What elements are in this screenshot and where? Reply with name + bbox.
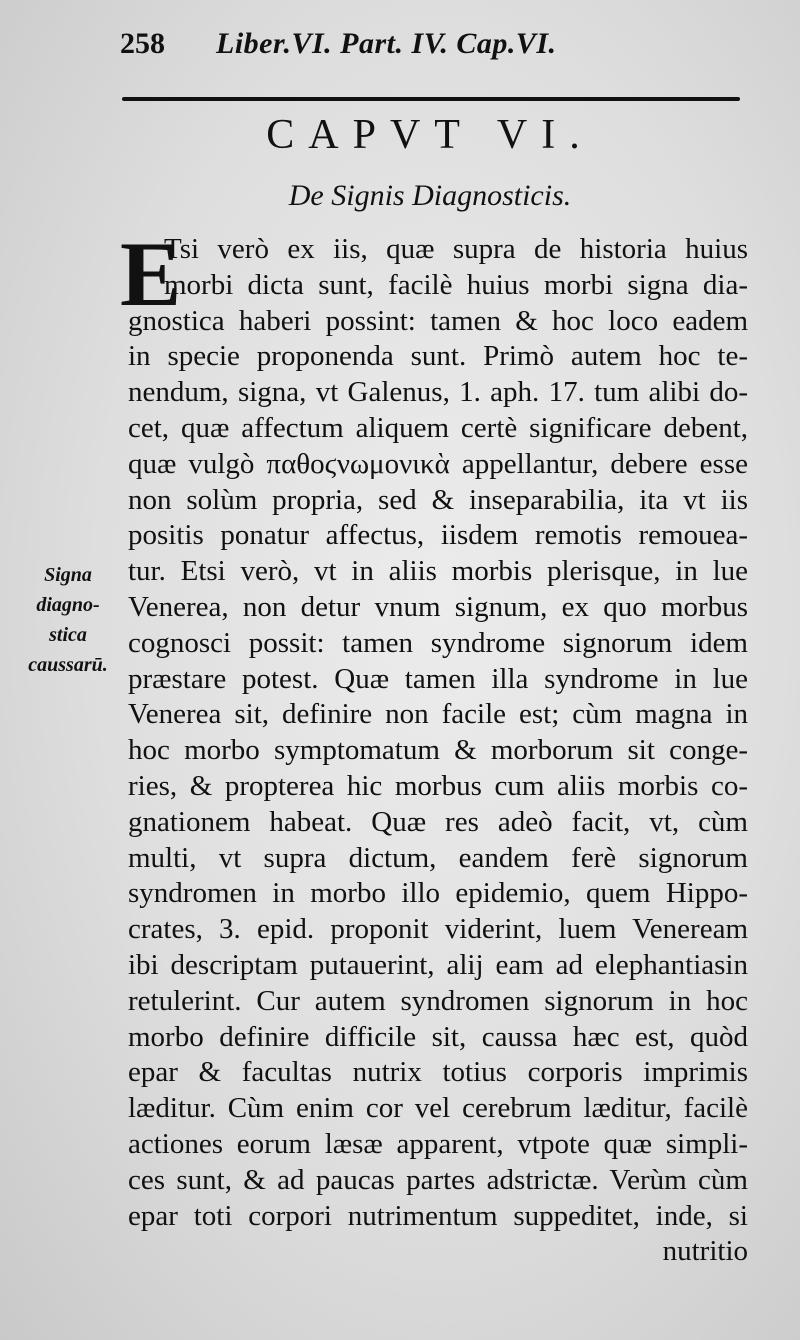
body-text xyxy=(128,232,748,1270)
text-line: syndromen in morbo illo epidemio, quem Hippo- xyxy=(128,877,748,910)
catchword: nutritio xyxy=(662,1235,748,1268)
text-line: positis ponatur affectus, iisdem remotis remoueа- xyxy=(128,519,748,552)
text-line: gnationem habeat. Quæ res adeò facit, vt, cùm xyxy=(128,805,748,838)
text-line: in specie proponenda sunt. Primò autem hoc te- xyxy=(128,340,748,373)
margin-note-line: stica xyxy=(49,624,87,646)
text-line: cognosci possit: tamen syndrome signorum idem xyxy=(128,626,748,659)
text-line: ibi descriptam putauerint, alij eam ad elephantiasin xyxy=(128,948,748,981)
chapter-title: CAPVT VI. xyxy=(266,112,594,158)
text-line: nendum, signa, vt Galenus, 1. aph. 17. tum alibi do- xyxy=(128,376,748,409)
text-line: morbo definire difficile sit, caussa hæc est, quòd xyxy=(128,1020,748,1053)
text-line: crates, 3. epid. proponit viderint, luem Veneream xyxy=(128,913,748,946)
text-line: Tsi verò ex iis, quæ supra de historia huius xyxy=(164,233,748,265)
text-line: multi, vt supra dictum, eandem ferè signorum xyxy=(128,841,748,874)
text-line: gnostica haberi possint: tamen & hoc loco eadem xyxy=(128,304,748,337)
text-line: non solùm propria, sed & inseparabilia, ita vt iis xyxy=(128,483,748,516)
drop-cap: E xyxy=(120,223,182,325)
text-line: læditur. Cùm enim cor vel cerebrum læditur, facilè xyxy=(128,1092,748,1125)
text-line: præstare potest. Quæ tamen illa syndrome in lue xyxy=(128,662,748,695)
text-line: quæ vulgò παθοϛνωμονικὰ appellantur, debere esse xyxy=(128,447,748,480)
text-line: retulerint. Cur autem syndromen signorum in hoc xyxy=(128,984,748,1017)
text-line: epar & facultas nutrix totius corporis imprimis xyxy=(128,1056,748,1089)
text-line: epar toti corpori nutrimentum suppeditet, inde, si xyxy=(128,1199,748,1232)
margin-note xyxy=(18,560,118,680)
text-line: ces sunt, & ad paucas partes adstrictæ. Verùm cùm xyxy=(128,1163,748,1196)
margin-note-line: Signa xyxy=(44,564,92,586)
margin-note-line: caussarū. xyxy=(28,654,108,676)
text-line: ries, & propterea hic morbus cum aliis morbis co- xyxy=(128,769,748,802)
running-head xyxy=(120,22,740,66)
text-line: cet, quæ affectum aliquem certè significare debent, xyxy=(128,411,748,444)
running-title: Liber.VI. Part. IV. Cap.VI. xyxy=(216,27,557,60)
page-number: 258 xyxy=(120,27,165,60)
text-line: morbi dicta sunt, facilè huius morbi signa dia- xyxy=(164,268,748,301)
text-line: Venerea sit, definire non facile est; cùm magna in xyxy=(128,698,748,731)
text-line: tur. Etsi verò, vt in aliis morbis plerisque, in lue xyxy=(128,555,748,588)
header-rule xyxy=(122,97,740,101)
chapter-subtitle: De Signis Diagnosticis. xyxy=(288,179,572,212)
text-line: hoc morbo symptomatum & morborum sit conge- xyxy=(128,734,748,767)
margin-note-line: diagno- xyxy=(36,594,100,616)
text-line: Venerea, non detur vnum signum, ex quo morbus xyxy=(128,590,748,623)
text-line: actiones eorum læsæ apparent, vtpote quæ simpli- xyxy=(128,1127,748,1160)
